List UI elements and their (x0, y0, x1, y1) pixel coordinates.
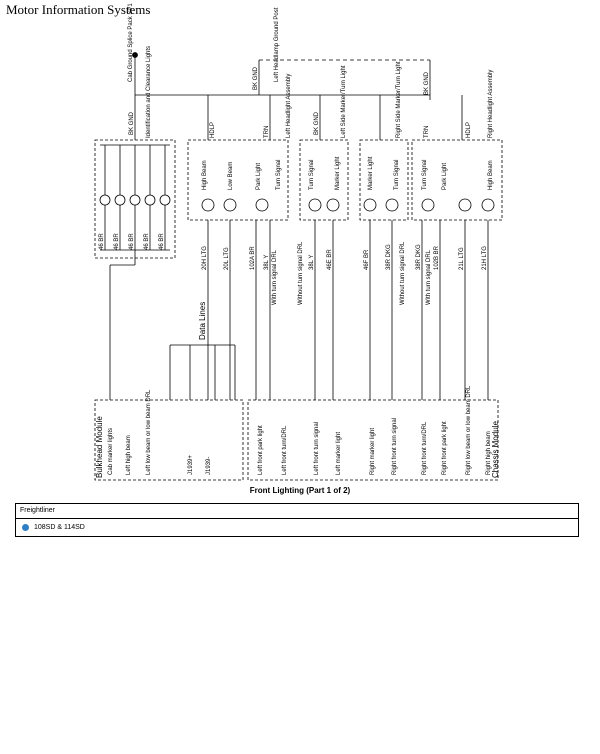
wire-label: 102B BR (434, 245, 440, 270)
label-left-head: Left Headlight Assembly (286, 73, 292, 138)
lamp-low-beam-left: Low Beam (228, 161, 234, 190)
wire-label: 46 BR (99, 233, 105, 250)
chassis-pin-desc: Right marker light (370, 427, 376, 475)
lamp-turn-right-side: Turn Signal (394, 159, 400, 190)
wire-label: 38L Y (264, 254, 270, 270)
make-label: Freightliner (16, 504, 578, 519)
chassis-pin-desc: Right high beam (486, 431, 492, 475)
wire-label: 102A BR (250, 246, 256, 270)
label-right-head: Right Headlight Assembly (488, 69, 494, 138)
note-without-drl-right: Without turn signal DRL (400, 241, 406, 305)
note-without-drl-left: Without turn signal DRL (298, 241, 304, 305)
chassis-pin-desc: Right front park light (442, 421, 448, 475)
wire-label: 38R DKG (386, 244, 392, 270)
wire-label: 46F BR (364, 249, 370, 270)
page-header: Motor Information Systems (6, 2, 151, 17)
wire-label: 38R DKG (416, 244, 422, 270)
chassis-pin-desc: J1939- (206, 456, 212, 475)
lamp-high-beam-right: High Beam (488, 160, 494, 190)
lamp-high-beam-left: High Beam (202, 160, 208, 190)
note-data-lines: Data Lines (198, 301, 207, 340)
label-trn-2: TRN (424, 125, 430, 138)
bulkhead-pin-desc: Left high beam (126, 435, 132, 475)
chassis-pin-desc: J1939+ (188, 455, 194, 475)
chassis-title: Chassis Module (491, 421, 500, 478)
bulkhead-pin-desc: Cab marker lights (108, 427, 114, 475)
lamp-marker-left-side: Marker Light (335, 156, 341, 190)
label-bkgnd-4: BK GND (424, 71, 430, 95)
chassis-pin-desc: Left front turn signal (314, 421, 320, 475)
lamp-marker-right-side: Marker Light (368, 156, 374, 190)
wire-label: 20L LTG (224, 247, 230, 270)
lamp-turn-left: Turn Signal (276, 159, 282, 190)
label-hdlp-2: HDLP (466, 121, 472, 138)
label-bkgnd-3: BK GND (314, 111, 320, 135)
wire-label: 21H LTG (482, 246, 488, 270)
model-row (16, 519, 578, 536)
model-label: 108SD & 114SD (34, 524, 85, 531)
chassis-pin-desc: Left marker light (336, 431, 342, 475)
note-with-drl-right: With turn signal DRL (426, 249, 432, 305)
wire-label: 20H LTG (202, 246, 208, 270)
chassis-pin-desc: Right front turn/DRL (422, 421, 428, 475)
lamp-park-right: Park Light (442, 162, 448, 190)
label-bkgnd-1: BK GND (129, 111, 135, 135)
label-id-lights: Identification and Clearance Lights (146, 45, 152, 138)
label-splice: Cab Ground Splice Pack SP1 (128, 3, 134, 82)
chassis-pin-desc: Right low beam or low beam DRL (466, 385, 472, 475)
lamp-park-left: Park Light (256, 162, 262, 190)
diagram-caption: Front Lighting (Part 1 of 2) (249, 486, 351, 495)
chassis-pin-desc: Left front turn/DRL (282, 425, 288, 475)
bulkhead-title: Bulkhead Module (95, 416, 104, 478)
label-trn-1: TRN (264, 125, 270, 138)
wire-label: 46 BR (129, 233, 135, 250)
lamp-turn-left-side: Turn Signal (309, 159, 315, 190)
wire-label: 38L Y (309, 254, 315, 270)
chassis-pin-desc: Right front turn signal (392, 417, 398, 475)
note-with-drl-left: With turn signal DRL (272, 249, 278, 305)
wire-label: 46 BR (114, 233, 120, 250)
label-bkgnd-2: BK GND (253, 66, 259, 90)
vehicle-info-box (15, 503, 579, 537)
wire-label: 46E BR (327, 249, 333, 270)
label-left-side: Left Side Marker/Turn Light (341, 65, 347, 138)
label-right-side: Right Side Marker/Turn Light (396, 61, 402, 138)
wire-label: 46 BR (159, 233, 165, 250)
wire-label: 46 BR (144, 233, 150, 250)
label-hdlp-1: HDLP (210, 121, 216, 138)
wire-label: 21L LTG (459, 247, 465, 270)
chassis-pin-desc: Left front park light (258, 425, 264, 475)
bulkhead-pin-desc: Left low beam or low beam DRL (146, 389, 152, 475)
bullet-icon (22, 524, 29, 531)
label-left-gnd: Left Headlamp Ground Post (274, 7, 280, 82)
lamp-turn-right: Turn Signal (422, 159, 428, 190)
